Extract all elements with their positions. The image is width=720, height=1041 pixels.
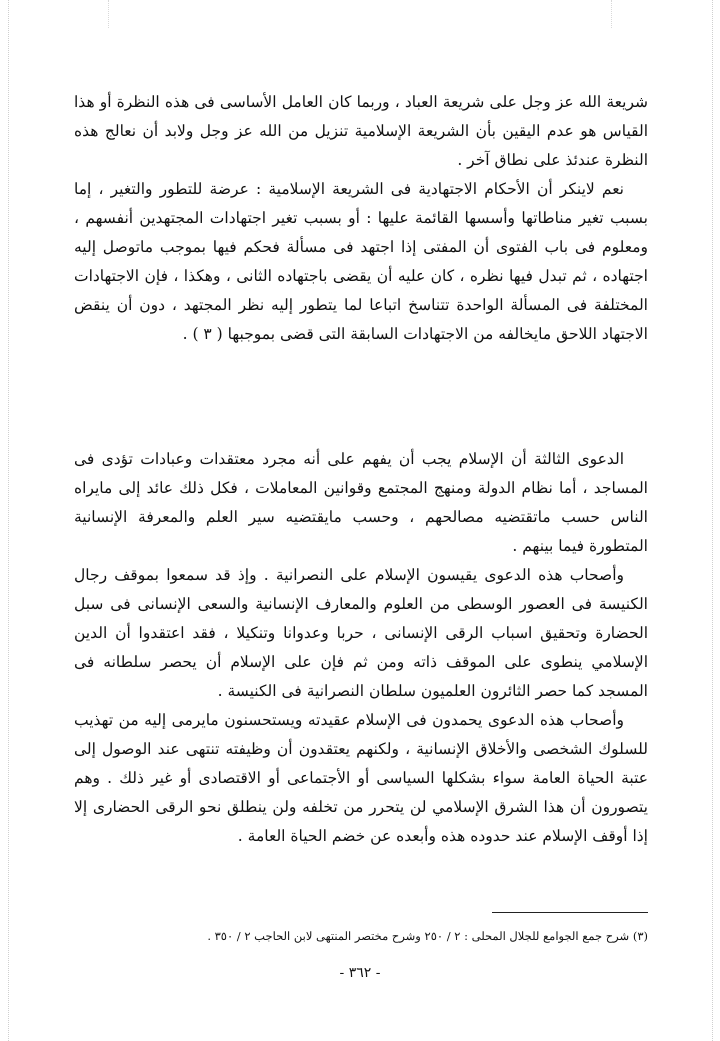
body-section-first — [74, 88, 648, 349]
body-section-second — [74, 445, 648, 851]
scan-edge-top — [108, 0, 612, 28]
footnote: (٣) شرح جمع الجوامع للجلال المحلى : ٢ / ٢٥٠ وشرح مختصر المنتهى لابن الحاجب ٢ / ٣٥٠ . — [207, 929, 648, 943]
scan-edge-left — [8, 0, 11, 1041]
paragraph-christianity-comparison: وأصحاب هذه الدعوى يقيسون الإسلام على النصرانية . وإذ قد سمعوا بموقف رجال الكنيسة فى العصور الوسطى من العلوم والمعارف الإنسانية والسعى الإنسانى فى سبل الحضارة وتحقيق اسباب الرقى الإنسانى ، حربا وعدوانا وتنكيلا ، فقد اعتقدوا أن الدين الإسلامي ينطوى على الموقف ذاته ومن ثم فإن على الإسلام أن يحصر سلطانه فى المسجد كما حصر الثائرون العلميون سلطان النصرانية فى الكنيسة . — [74, 566, 648, 700]
scan-edge-right — [712, 0, 715, 1041]
paragraph-public-life: وأصحاب هذه الدعوى يحمدون فى الإسلام عقيدته ويستحسنون مايرمى إليه من تهذيب للسلوك الشخصى والأخلاق الإنسانية ، ولكنهم يعتقدون أن وظيفته تنتهى عند الوصول إلى عتبة الحياة العامة سواء بشكلها السياسى أو الأجتماعى أو الاقتصادى أو غير ذلك . وهم يتصورون أن هذا الشرق الإسلامي لن يتحرر من تخلفه ولن ينطلق نحو الرقى الحضارى إلا إذا أوقف الإسلام عند حدوده هذه وأبعده عن خضم الحياة العامة . — [74, 711, 648, 845]
paragraph-third-claim: الدعوى الثالثة أن الإسلام يجب أن يفهم على أنه مجرد معتقدات وعبادات تؤدى فى المساجد ، أما نظام الدولة ومنهج المجتمع وقوانين المعاملات ، فكل ذلك عائد إلى مايراه الناس حسب ماتقتضيه مصالحهم ، وحسب مايقتضيه سير العلم والمعرفة الإنسانية المتطورة فيما بينهم . — [74, 450, 648, 555]
page-number: - ٣٦٢ - — [339, 965, 381, 981]
paragraph-continuation: شريعة الله عز وجل على شريعة العباد ، وربما كان العامل الأساسى فى هذه النظرة أو هذا القياس هو عدم اليقين بأن الشريعة الإسلامية تنزيل من الله عز وجل ولابد أن نعالج هذه النظرة عندئذ على نطاق آخر . — [74, 93, 648, 169]
footnote-divider — [492, 912, 648, 913]
paragraph-ijtihad: نعم لاينكر أن الأحكام الاجتهادية فى الشريعة الإسلامية : عرضة للتطور والتغير ، إما بسبب تغير مناطاتها وأسسها القائمة عليها : أو بسبب تغير اجتهادات المجتهدين أنفسهم ، ومعلوم فى باب الفتوى أن المفتى إذا اجتهد فى مسألة فحكم فيها بموجب ماتوصل إليه اجتهاده ، ثم تبدل فيها نظره ، كان عليه أن يقضى باجتهاده الثانى ، وهكذا ، فإن الاجتهادات المختلفة فى المسألة الواحدة تتناسخ اتباعا لما يتطور إليه نظر المجتهد ، دون أن ينقض الاجتهاد اللاحق مايخالفه من الاجتهادات السابقة التى قضى بموجبها ( ٣ ) . — [74, 180, 648, 343]
